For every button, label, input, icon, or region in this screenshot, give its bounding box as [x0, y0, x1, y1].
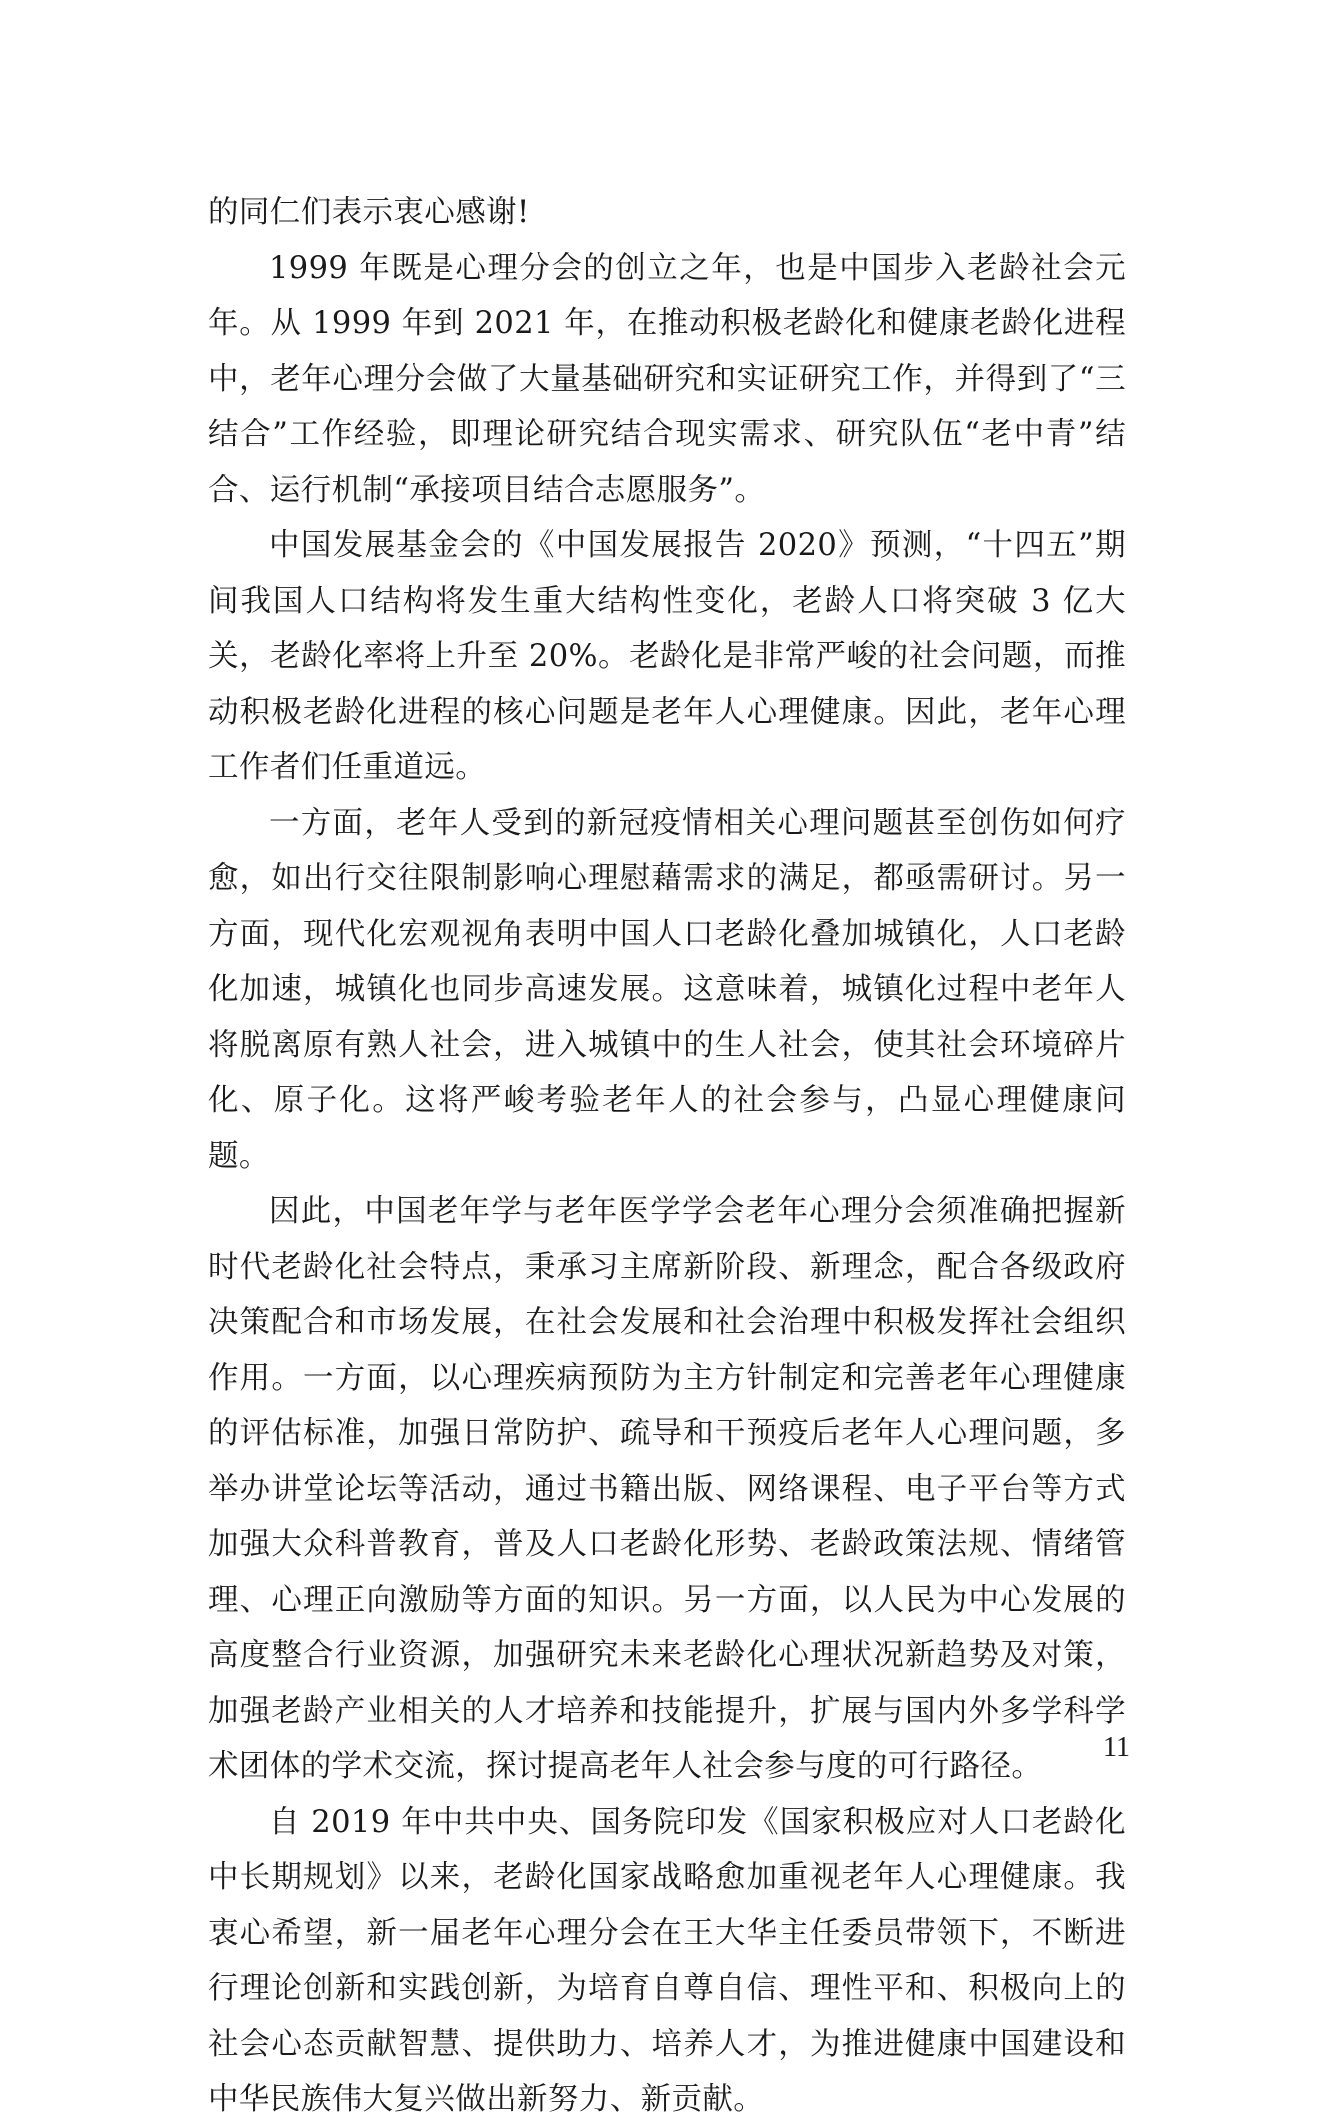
paragraph-continuation: 的同仁们表示衷心感谢!	[208, 195, 530, 230]
paragraph-society-tasks: 因此，中国老年学与老年医学学会老年心理分会须准确把握新时代老龄化社会特点，秉承习主席新阶段、新理念，配合各级政府决策配合和市场发展，在社会发展和社会治理中积极发挥社会组织作用。一方面，以心理疾病预防为主方针制定和完善老年心理健康的评估标准，加强日常防护、疏导和干预疫后老年人心理问题，多举办讲堂论坛等活动，通过书籍出版、网络课程、电子平台等方式加强大众科普教育，普及人口老龄化形势、老龄政策法规、情绪管理、心理正向激励等方面的知识。另一方面，以人民为中心发展的高度整合行业资源，加强研究未来老龄化心理状况新趋势及对策，加强老龄产业相关的人才培养和技能提升，扩展与国内外多学科学术团体的学术交流，探讨提高老年人社会参与度的可行路径。	[208, 1194, 1126, 1784]
page-number: 11	[1103, 1732, 1130, 1763]
paragraph-national-strategy: 自 2019 年中共中央、国务院印发《国家积极应对人口老龄化中长期规划》以来，老龄化国家战略愈加重视老年人心理健康。我衷心希望，新一届老年心理分会在王大华主任委员带领下，不断进行理论创新和实践创新，为培育自尊自信、理性平和、积极向上的社会心态贡献智慧、提供助力、培养人才，为推进健康中国建设和中华民族伟大复兴做出新努力、新贡献。	[208, 1804, 1126, 2117]
paragraph-pandemic-urbanization: 一方面，老年人受到的新冠疫情相关心理问题甚至创伤如何疗愈，如出行交往限制影响心理慰藉需求的满足，都亟需研讨。另一方面，现代化宏观视角表明中国人口老龄化叠加城镇化，人口老龄化加速，城镇化也同步高速发展。这意味着，城镇化过程中老年人将脱离原有熟人社会，进入城镇中的生人社会，使其社会环境碎片化、原子化。这将严峻考验老年人的社会参与，凸显心理健康问题。	[208, 805, 1126, 1174]
paragraph-founding-year: 1999 年既是心理分会的创立之年，也是中国步入老龄社会元年。从 1999 年到 2021 年，在推动积极老龄化和健康老龄化进程中，老年心理分会做了大量基础研究和实证研究工作，并得到了“三结合”工作经验，即理论研究结合现实需求、研究队伍“老中青”结合、运行机制“承接项目结合志愿服务”。	[208, 250, 1126, 508]
paragraph-development-report: 中国发展基金会的《中国发展报告 2020》预测，“十四五”期间我国人口结构将发生重大结构性变化，老龄人口将突破 3 亿大关，老龄化率将上升至 20%。老龄化是非常严峻的社会问题，而推动积极老龄化进程的核心问题是老年人心理健康。因此，老年心理工作者们任重道远。	[208, 528, 1126, 785]
body-text	[208, 185, 1126, 2128]
